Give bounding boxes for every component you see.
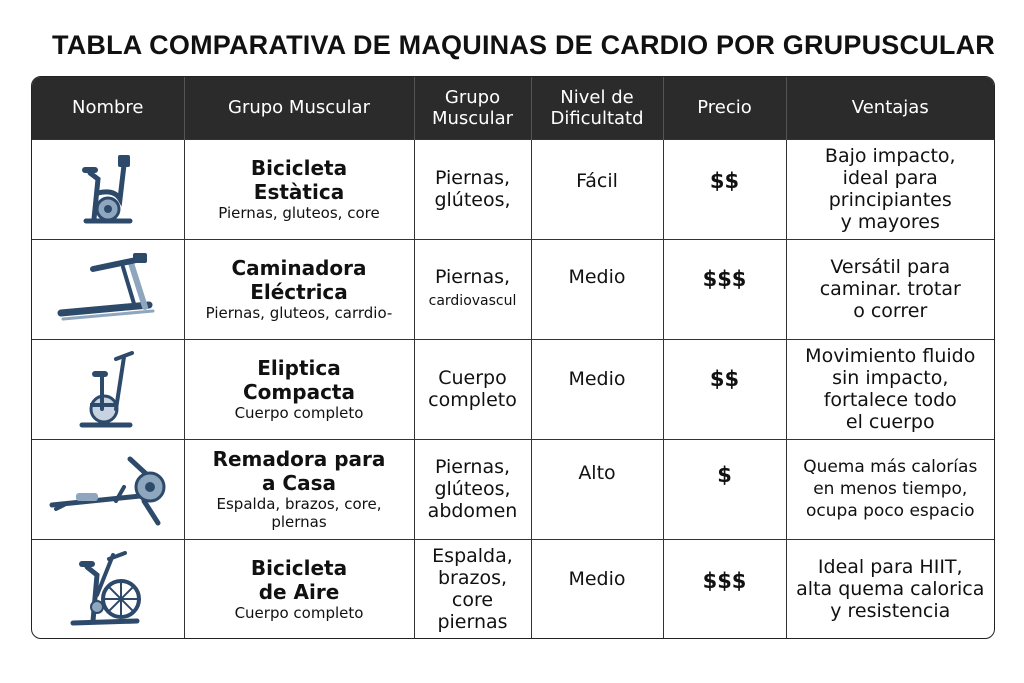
ventajas-line: el cuerpo <box>845 411 935 433</box>
ventajas-line: ocupa poco espacio <box>806 501 975 521</box>
name-line2: Eléctrica <box>250 280 348 304</box>
header-grupo-muscular: Grupo Muscular <box>184 77 414 139</box>
header-ventajas: Ventajas <box>786 77 994 139</box>
treadmill-icon <box>53 249 163 329</box>
rowing-machine-icon <box>46 449 170 529</box>
name-line1: Remadora para <box>212 447 386 471</box>
name-line2: a Casa <box>261 471 337 495</box>
header-precio: Precio <box>663 77 786 139</box>
ventajas-line: y mayores <box>840 211 940 233</box>
ventajas-line: y resistencia <box>830 600 951 623</box>
grupo-line: cardiovascul <box>428 293 517 309</box>
ventajas-line: Versátil para <box>830 256 951 278</box>
precio-cell: $ <box>663 439 786 539</box>
precio-cell: $$$ <box>663 539 786 639</box>
grupo-line: Piernas, <box>434 167 511 189</box>
table-row <box>32 139 994 239</box>
ventajas-line: caminar. trotar <box>819 278 961 300</box>
header-nivel-line1: Nivel de <box>560 86 634 108</box>
name-cell <box>184 439 414 539</box>
ventajas-cell <box>786 139 994 239</box>
stationary-bike-icon <box>68 149 148 229</box>
name-line1: Caminadora <box>231 256 367 280</box>
grupo-line: piernas <box>437 611 508 634</box>
name-cell <box>184 139 414 239</box>
comparison-table <box>31 76 995 639</box>
name-line1: Bicicleta <box>250 156 348 180</box>
grupo-cell <box>414 439 531 539</box>
grupo-line: Piernas, <box>434 456 511 478</box>
grupo-line: glúteos, <box>434 478 511 500</box>
ventajas-line: o correr <box>853 300 928 322</box>
grupo-line: Cuerpo <box>438 367 507 389</box>
icon-cell <box>32 239 184 339</box>
table-row <box>32 439 994 539</box>
ventajas-line: Ideal para HIIT, <box>817 556 963 579</box>
name-sub: Cuerpo completo <box>234 604 364 623</box>
name-line2: de Aire <box>258 580 340 605</box>
ventajas-cell <box>786 539 994 639</box>
table-row <box>32 539 994 639</box>
icon-cell <box>32 539 184 639</box>
table-header-row <box>32 77 994 139</box>
page-title: TABLA COMPARATIVA DE MAQUINAS DE CARDIO POR GRUPUSCULAR <box>52 30 995 60</box>
name-sub: Cuerpo completo <box>234 404 364 422</box>
grupo-cell <box>414 239 531 339</box>
name-cell <box>184 239 414 339</box>
header-nivel <box>531 77 663 139</box>
name-cell <box>184 339 414 439</box>
ventajas-line: en menos tiempo, <box>813 479 968 499</box>
name-sub: Espalda, brazos, core, <box>216 495 382 513</box>
name-line1: Bicicleta <box>250 556 348 581</box>
ventajas-line: alta quema calorica <box>796 578 985 601</box>
name-line2: Compacta <box>243 380 355 404</box>
icon-cell <box>32 339 184 439</box>
grupo-cell <box>414 339 531 439</box>
nivel-cell: Fácil <box>531 139 663 239</box>
icon-cell <box>32 139 184 239</box>
precio-cell: $$$ <box>663 239 786 339</box>
elliptical-icon <box>68 347 148 431</box>
grupo-cell <box>414 139 531 239</box>
ventajas-line: Bajo impacto, <box>824 145 956 167</box>
ventajas-cell <box>786 439 994 539</box>
grupo-line: glúteos, <box>434 189 511 211</box>
air-bike-icon <box>63 547 153 631</box>
precio-cell: $$ <box>663 339 786 439</box>
table-row <box>32 239 994 339</box>
name-sub: Piernas, gluteos, carrdio- <box>205 304 393 322</box>
grupo-cell <box>414 539 531 639</box>
ventajas-line: ideal para <box>842 167 938 189</box>
ventajas-line: sin impacto, <box>832 367 949 389</box>
nivel-cell: Medio <box>531 539 663 639</box>
ventajas-line: fortalece todo <box>823 389 957 411</box>
grupo-line: brazos, core <box>437 567 508 612</box>
grupo-line: Espalda, <box>432 545 513 568</box>
grupo-line: completo <box>428 389 517 411</box>
ventajas-cell <box>786 339 994 439</box>
header-grupo-muscular-2 <box>414 77 531 139</box>
icon-cell <box>32 439 184 539</box>
header-grupo2-line2: Muscular <box>431 107 514 129</box>
table-row <box>32 339 994 439</box>
header-nombre: Nombre <box>71 97 144 119</box>
nivel-cell: Medio <box>531 239 663 339</box>
grupo-line: Piernas, <box>434 266 511 288</box>
header-grupo2-line1: Grupo <box>444 86 501 108</box>
ventajas-cell <box>786 239 994 339</box>
name-line2: Estàtica <box>253 180 345 204</box>
ventajas-line: Movimiento fluido <box>805 345 976 367</box>
ventajas-line: principiantes <box>828 189 952 211</box>
header-nivel-line2: Dificultatd <box>550 107 644 129</box>
name-sub: Piernas, gluteos, core <box>218 204 380 222</box>
name-cell <box>184 539 414 639</box>
nivel-cell: Medio <box>531 339 663 439</box>
nivel-cell: Alto <box>531 439 663 539</box>
ventajas-line: Quema más calorías <box>803 457 978 477</box>
grupo-line: abdomen <box>427 500 518 522</box>
precio-cell: $$ <box>663 139 786 239</box>
name-sub-2: plernas <box>271 513 327 531</box>
name-line1: Eliptica <box>257 356 341 380</box>
